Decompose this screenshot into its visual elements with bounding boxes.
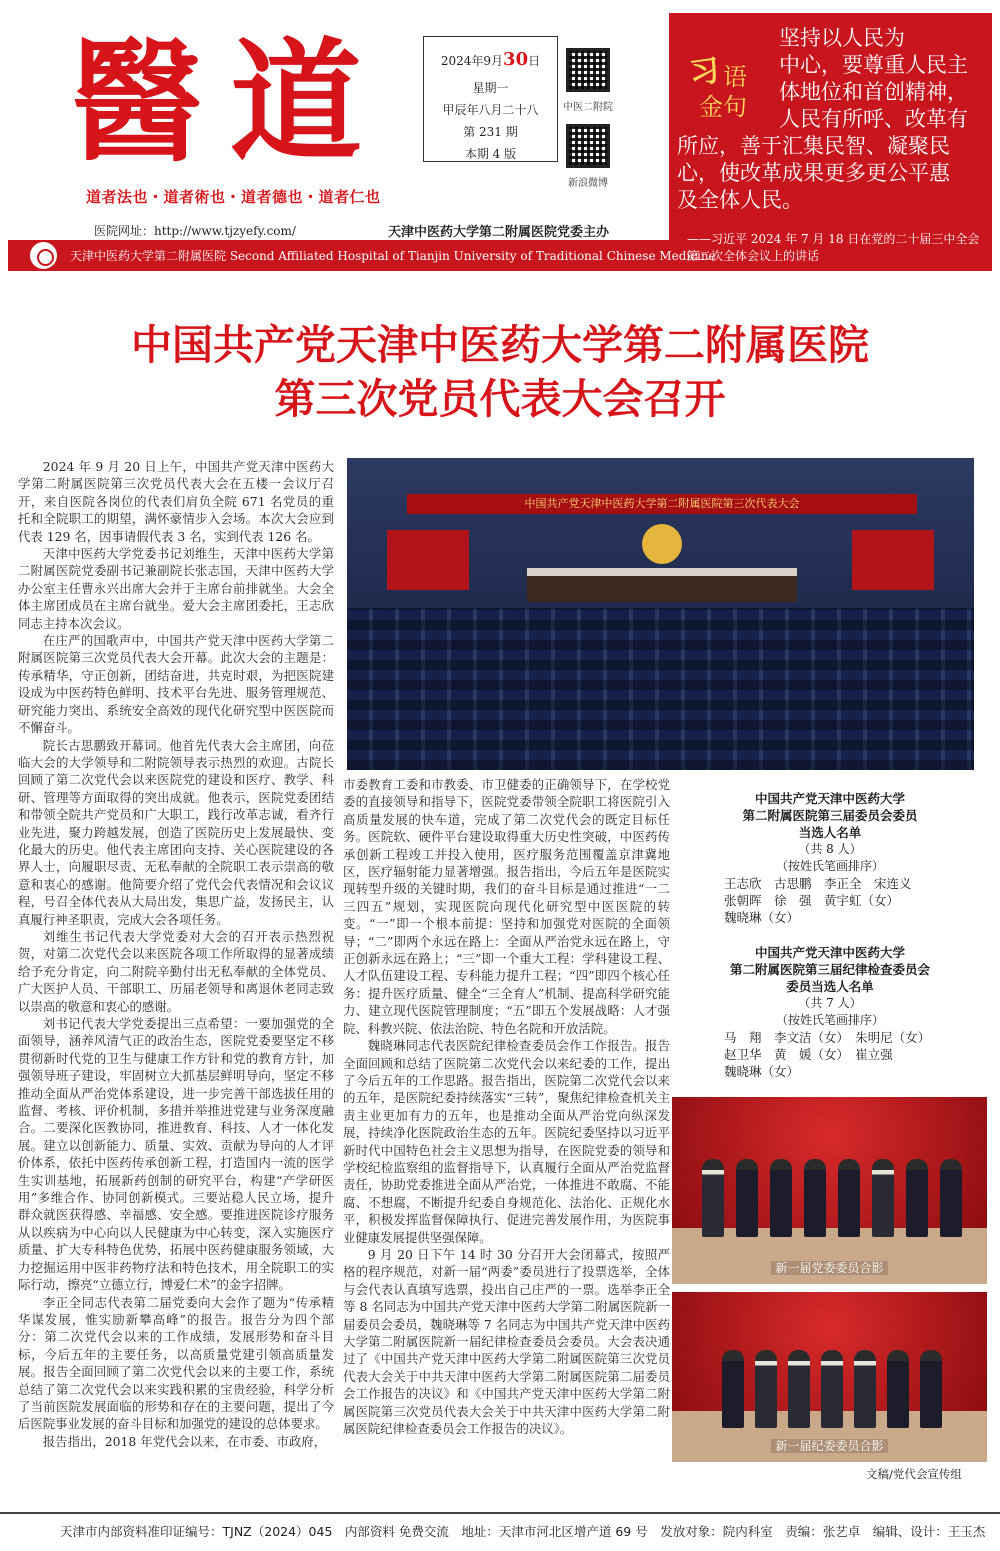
hospital-bar (8, 240, 716, 271)
conference-banner: 中国共产党天津中医药大学第二附属医院第三次代表大会 (407, 494, 917, 514)
person (854, 1350, 876, 1428)
paragraph: 2024 年 9 月 20 日上午，中国共产党天津中医药大学第二附属医院第三次党员代表大会在五楼一会议厅召开，来自医院各岗位的代表们肩负全院 671 名党员的重托和全院职工的期望，满怀豪情步入会场。本次大会应到代表 129 名，因事请假代表 3 名，实到代表 126 名。 (18, 459, 334, 544)
stage (527, 568, 797, 602)
conference-photo (347, 458, 974, 770)
quote-badge-icon: 习 语 金句 (687, 53, 747, 121)
name-row: 魏晓琳（女） (724, 910, 800, 925)
paragraph: 天津中医药大学党委书记刘维生，天津中医药大学第二附属医院党委副书记兼副院长张志国，天津中医药大学办公室主任曹永兴出席大会并于主席台前排就坐。大会全体主席团成员在主席台就坐。爱大会主席团委托，王志欣同志主持本次会议。 (18, 546, 334, 631)
right-screen (852, 530, 934, 590)
issue-day: 30 (503, 49, 529, 70)
issue-lunar-date: 甲辰年八月二十八 (442, 103, 539, 117)
group-photo-caption: 新一届纪委委员合影 (672, 1437, 987, 1454)
person (770, 1159, 792, 1237)
paragraph: 魏晓琳同志代表医院纪律检查委员会作工作报告。报告全面回顾和总结了医院第二次党代会以来纪委的工作，提出了今后五年的工作思路。报告指出，医院第二次党代会以来的五年，是医院纪委持续落实“三转”，聚焦纪律检查机关主责主业更加有力的五年，也是推动全面从严治党向纵深发展，持续净化医院政治生态的五年。医院纪委坚持以习近平新时代中国特色社会主义思想为指导，在医院党委的领导和学校纪检监察组的监督指导下，认真履行全面从严治党监督责任，协助党委推进全面从严治党，一体推进不敢腐、不能腐、不想腐，不断提升纪委自身规范化、法治化、正规化水平，积极发挥监督保障执行、促进完善发展作用，为医院事业健康发展提供坚强保障。 (343, 1038, 670, 1245)
article-column-2 (343, 776, 670, 1498)
people-row (722, 1348, 942, 1428)
person (702, 1159, 724, 1237)
committee-group-photo (672, 1097, 987, 1284)
headline-line-2: 第三次党员代表大会召开 (274, 375, 726, 423)
person (788, 1350, 810, 1428)
masthead-slogan: 道者法也・道者術也・道者德也・道者仁也 (86, 188, 381, 206)
discipline-group-photo (672, 1292, 987, 1462)
committee-list: 中国共产党天津中医药大学 第二附属医院第三届委员会委员 当选人名单 （共 8 人） （按姓氏笔画排序） 王志欣 古思鹏 李正全 宋连义 张朝晖 徐 强 黄宇虹（女） 魏晓琳（女） (680, 790, 980, 926)
paragraph: 院长古思鹏致开幕词。他首先代表大会主席团，向莅临大会的大学领导和二附院领导表示热烈的欢迎。古院长回顾了第二次党代会以来医院党的建设和医疗、教学、科研、管理等方面取得的突出成就。他表示，医院党委团结和带领全院共产党员和广大职工，践行改革志诚，看齐行业先进，聚力跨越发展，创造了医院历史上发展最快、变化最大的历史。他代表主席团向支持、关心医院建设的各界人士，向履职尽责、无私奉献的全院职工表示崇高的敬意和衷心的感谢。他简要介绍了党代会代表情况和会议议程，号召全体代表从大局出发，集思广益，发扬民主，认真履行神圣职责，完成大会各项任务。 (18, 737, 334, 927)
masthead-char-1: 醫 (70, 25, 202, 180)
paragraph: 报告指出，2018 年党代会以来，在市委、市政府， (42, 1433, 327, 1449)
issue-date: 2024年9月30日 (440, 49, 541, 70)
issue-weekday: 星期一 (472, 81, 509, 95)
masthead-title (70, 25, 370, 188)
person (906, 1159, 928, 1237)
discipline-list: 中国共产党天津中医药大学 第二附属医院第三届纪律检查委员会 委员当选人名单 （共 7 人） （按姓氏笔画排序） 马 翔 李文洁（女） 朱明尼（女） 赵卫华 黄 媛（女） 崔立强 魏晓琳（女） (680, 944, 980, 1080)
article-column-1 (18, 458, 334, 1498)
paragraph: 刘书记代表大学党委提出三点希望：一要加强党的全面领导，涵养风清气正的政治生态，医院党委要坚定不移贯彻新时代党的卫生与健康工作方针和党的教育方针，加强领导班子建设，牢固树立大抓基层鲜明导向，坚定不移推动全面从严治党体系建设，进一步完善干部选拔任用的监督、考核、评价机制，多措并举推进党建与业务深度融合。二要深化医教协同，推进教育、科技、人才一体化发展。建立以创新能力、质量、实效、贡献为导向的人才评价体系，依托中医药传承创新工程，打造国内一流的医学生实训基地，拓展新药创制的研究平台，构建“产学研医用”多维合作、协同创新模式。三要站稳人民立场，提升群众就医获得感、幸福感、安全感。要推进医院诊疗服务从以疾病为中心向以人民健康为中心转变，深入实施医疗质量、扩大专科特色优势，拓展中医药健康服务领域，大力挖掘运用中医非药物疗法和特色技术，用全院职工的实际行动，擦亮“立德立行，博爱仁术”的金字招牌。 (18, 1016, 334, 1293)
people-row (702, 1157, 962, 1237)
person (804, 1159, 826, 1237)
paragraph: 市委教育工委和市教委、市卫健委的正确领导下，在学校党委的直接领导和指导下，医院党委带领全院职工将医院引入高质量发展的快车道，完成了第二次党代会的既定目标任务。医院软、硬件平台建设取得重大历史性突破，中医药传承创新工程竣工并投入使用，医疗服务范围覆盖京津冀地区，医疗辐射能力显著增强。报告指出，今后五年是医院实现转型升级的关键时期，我们的奋斗目标是通过推进“一二三四五”规划，实现医院向现代化研究型中医医院的转变。“一”即一个根本前提：坚持和加强党对医院的全面领导；“二”即两个永远在路上：全面从严治党永远在路上，守正创新永远在路上；“三”即一个重大工程：学科建设工程、人才队伍建设工程、专科能力提升工程；“四”即四个核心任务：提升医疗质量、健全“三全育人”机制、提高科学研究能力、建立现代医院管理制度；“五”即五个发展战略：人才强院、科教兴院、依法治院、特色名院和开放活院。 (343, 777, 670, 1036)
left-screen (387, 530, 469, 590)
qr-label-weibo: 新浪微博 (568, 178, 608, 189)
paragraph: 9 月 20 日下午 14 时 30 分召开大会闭幕式，按照严格的程序规范，对新一届“两委”委员进行了投票选举，全体与会代表认真填写选票，投出自己庄严的一票。选举李正全等 8 名同志为中国共产党天津中医药大学第二附属医院新一届委员会委员，魏晓琳等 7 名同志为中国共产党天津中医药大学第二附属医院新一届纪律检查委员会委员。大会表决通过了《中国共产党天津中医药大学第二附属医院第三次党员代表大会关于中共天津中医药大学第二附属医院第二届委员会工作报告的决议》和《中国共产党天津中医药大学第二附属医院第三次党员代表大会关于中共天津中医药大学第二附属医院纪律检查委员会工作报告的决议》。 (343, 1246, 670, 1437)
audience-seats (347, 608, 974, 770)
masthead-char-2: 道 (230, 25, 362, 180)
issue-number: 第 231 期 (463, 125, 518, 139)
issue-pages: 本期 4 版 (464, 147, 517, 161)
sponsor-line: 天津中医药大学第二附属医院党委主办 (388, 225, 610, 240)
hospital-logo-icon (28, 240, 59, 271)
article-credit: 文稿/党代会宣传组 (866, 1467, 962, 1481)
footer-text: 天津市内部资料准印证编号：TJNZ（2024）045 内部资料 免费交流 地址：天津市河北区增产道 69 号 发放对象：院内科室 责编：张艺卓 编辑、设计：王玉杰 (60, 1524, 986, 1539)
name-row: 魏晓琳（女） (724, 1064, 800, 1079)
person (872, 1159, 894, 1237)
person (838, 1159, 860, 1237)
headline-line-1: 中国共产党天津中医药大学第二附属医院 (131, 321, 869, 369)
paragraph: 李正全同志代表第二届党委向大会作了题为“传承精华谋发展，惟实励新攀高峰”的报告。报告分为四个部分：第二次党代会以来的工作成绩，发展形势和奋斗目标，今后五年的主要任务，以高质量党建引领高质量发展。报告全面回顾了第二次党代会以来的主要工作，系统总结了第二次党代会以来实践积累的宝贵经验，科学分析了当前医院发展面临的形势和存在的主要问题，提出了今后医院事业发展的奋斗目标和加强党的建设的总体要求。 (18, 1294, 334, 1432)
paragraph: 在庄严的国歌声中，中国共产党天津中医药大学第二附属医院第三次党员代表大会开幕。此次大会的主题是：传承精华，守正创新，团结奋进，共克时艰，为把医院建设成为中医药特色鲜明、技术平台先进、服务管理规范、研究能力突出、系统安全高效的现代化研究型中医医院而不懈奋斗。 (18, 633, 334, 736)
person (736, 1159, 758, 1237)
qr-label-wechat: 中医二附院 (563, 102, 613, 113)
footer (0, 1512, 1000, 1542)
name-row: 王志欣 古思鹏 李正全 宋连义 (724, 876, 912, 891)
person (940, 1159, 962, 1237)
hospital-bar-text: 天津中医药大学第二附属医院 Second Affiliated Hospital of Tianjin University of Traditional Chinese Medicine (70, 249, 716, 263)
qr-code-wechat-icon[interactable] (566, 48, 610, 92)
website-link[interactable]: 医院网址：http://www.tjzyefy.com/ (94, 224, 296, 238)
name-row: 张朝晖 徐 强 黄宇虹（女） (724, 893, 900, 908)
person (821, 1350, 843, 1428)
person (722, 1350, 744, 1428)
person (887, 1350, 909, 1428)
quote-box (669, 13, 992, 271)
group-photo-caption: 新一届党委委员合影 (672, 1259, 987, 1276)
paragraph: 刘维生书记代表大学党委对大会的召开表示热烈祝贺，对第二次党代会以来医院各项工作所取得的显著成绩给予充分肯定，向二附院辛勤付出无私奉献的全体党员、广大医护人员、干部职工、历届老领导和离退休老同志致以崇高的敬意和衷心的感谢。 (18, 928, 334, 1014)
qr-code-weibo-icon[interactable] (566, 124, 610, 168)
quote-source: ——习近平 2024 年 7 月 18 日在党的二十届三中全会第二次全体会议上的讲话 (687, 232, 980, 263)
name-row: 赵卫华 黄 媛（女） 崔立强 (724, 1047, 893, 1062)
person (920, 1350, 942, 1428)
issue-info-box (423, 36, 558, 162)
party-emblem-icon (642, 524, 682, 564)
person (755, 1350, 777, 1428)
name-row: 马 翔 李文洁（女） 朱明尼（女） (724, 1030, 931, 1045)
quote-text: 坚持以人民为 中心，要尊重人民主 体地位和首创精神， 人民有所呼、改革有 所应，善于汇集民智、凝聚民 心，使改革成果更多更公平惠 及全体人民。 (677, 26, 968, 212)
